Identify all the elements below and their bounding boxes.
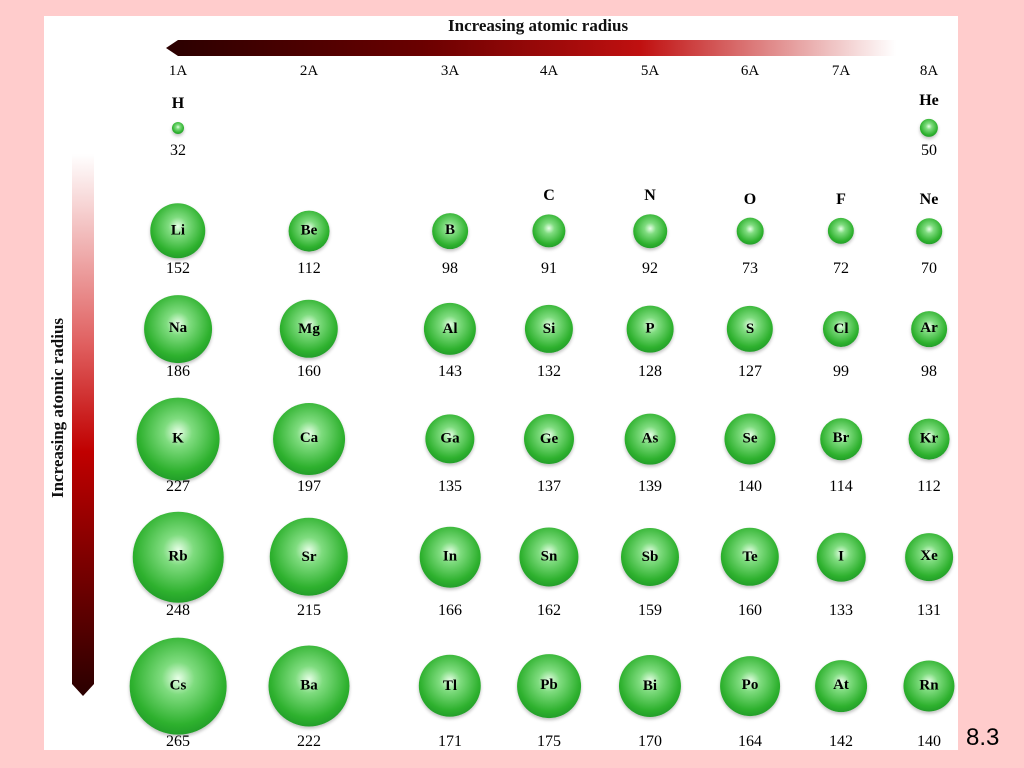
atom-sphere-rn: [903, 660, 954, 711]
atomic-radius-al: 143: [438, 363, 462, 380]
element-symbol-ga: Ga: [440, 430, 460, 447]
atomic-radius-li: 152: [166, 260, 190, 277]
group-label-8a: 8A: [919, 63, 939, 79]
atom-sphere-ba: [268, 645, 349, 726]
atomic-radius-mg: 160: [297, 363, 321, 380]
element-symbol-ge: Ge: [539, 430, 559, 447]
element-symbol-in: In: [442, 548, 458, 565]
atomic-radius-b: 98: [442, 260, 458, 277]
element-symbol-ne: Ne: [919, 191, 939, 209]
atomic-radius-si: 132: [537, 363, 561, 380]
group-label-1a: 1A: [168, 63, 188, 79]
atom-sphere-cs: [130, 638, 227, 735]
atom-sphere-sb: [621, 528, 679, 586]
element-symbol-ar: Ar: [920, 320, 938, 337]
atom-sphere-bi: [619, 655, 681, 717]
atomic-radius-sn: 162: [537, 602, 561, 619]
element-symbol-p: P: [645, 320, 655, 337]
atomic-radius-rb: 248: [166, 602, 190, 619]
atom-sphere-o: [737, 218, 764, 245]
element-symbol-i: I: [838, 548, 844, 565]
atomic-radius-h: 32: [170, 142, 186, 159]
element-symbol-si: Si: [542, 320, 556, 337]
group-label-7a: 7A: [831, 63, 851, 79]
element-symbol-mg: Mg: [298, 320, 320, 337]
element-symbol-b: B: [444, 222, 456, 239]
element-symbol-sr: Sr: [301, 548, 317, 565]
element-symbol-sn: Sn: [540, 548, 558, 565]
atomic-radius-ba: 222: [297, 733, 321, 750]
element-symbol-f: F: [836, 190, 846, 208]
atomic-radius-tl: 171: [438, 733, 462, 750]
atom-sphere-i: [817, 533, 866, 582]
atom-sphere-na: [144, 295, 212, 363]
element-symbol-bi: Bi: [642, 677, 658, 694]
atomic-radius-po: 164: [738, 733, 762, 750]
atom-sphere-po: [720, 656, 780, 716]
atom-sphere-sn: [519, 527, 578, 586]
vertical-trend-label: Increasing atomic radius: [48, 317, 67, 499]
atomic-radius-o: 73: [742, 260, 758, 277]
atomic-radius-sr: 215: [297, 602, 321, 619]
atomic-radius-k: 227: [166, 478, 190, 495]
atom-sphere-cl: [823, 311, 859, 347]
atomic-radius-at: 142: [829, 733, 853, 750]
element-symbol-li: Li: [170, 222, 186, 239]
horizontal-trend-label: Increasing atomic radius: [448, 16, 629, 35]
element-symbol-sb: Sb: [641, 548, 659, 565]
atom-sphere-as: [625, 414, 676, 465]
group-label-3a: 3A: [440, 63, 460, 79]
atomic-radius-he: 50: [921, 142, 937, 159]
atomic-radius-br: 114: [829, 478, 853, 495]
element-symbol-c: C: [543, 187, 555, 205]
atomic-radius-cs: 265: [166, 733, 190, 750]
element-symbol-be: Be: [300, 222, 318, 239]
element-symbol-cl: Cl: [833, 320, 849, 337]
atomic-radius-be: 112: [297, 260, 321, 277]
atomic-radius-in: 166: [438, 602, 462, 619]
atomic-radius-bi: 170: [638, 733, 662, 750]
element-symbol-o: O: [743, 190, 757, 208]
element-symbol-te: Te: [742, 548, 758, 565]
element-symbol-xe: Xe: [920, 548, 938, 565]
atomic-radius-ca: 197: [297, 478, 321, 495]
group-label-4a: 4A: [539, 63, 559, 79]
element-symbol-cs: Cs: [169, 677, 187, 694]
atom-sphere-h: [172, 122, 184, 134]
element-symbol-rn: Rn: [919, 677, 939, 694]
atomic-radius-as: 139: [638, 478, 662, 495]
atom-sphere-ne: [916, 218, 942, 244]
atom-sphere-n: [633, 214, 667, 248]
atomic-radius-i: 133: [829, 602, 853, 619]
atomic-radius-na: 186: [166, 363, 190, 380]
atom-sphere-br: [820, 418, 862, 460]
atom-sphere-k: [137, 398, 220, 481]
atomic-radius-te: 160: [738, 602, 762, 619]
element-symbol-na: Na: [168, 320, 188, 337]
atom-sphere-xe: [905, 533, 953, 581]
atomic-radius-sb: 159: [638, 602, 662, 619]
element-symbol-h: H: [171, 95, 185, 112]
atomic-radius-cl: 99: [833, 363, 849, 380]
atomic-radius-s: 127: [738, 363, 762, 380]
element-symbol-as: As: [641, 430, 659, 447]
atomic-radius-kr: 112: [917, 478, 941, 495]
element-symbol-ba: Ba: [300, 677, 318, 694]
atomic-radius-rn: 140: [917, 733, 941, 750]
atomic-radius-ga: 135: [438, 478, 462, 495]
element-symbol-k: K: [172, 430, 184, 447]
element-symbol-at: At: [833, 677, 849, 694]
atomic-radius-se: 140: [738, 478, 762, 495]
element-symbol-he: He: [919, 91, 939, 109]
atomic-radius-xe: 131: [917, 602, 941, 619]
atom-sphere-al: [424, 303, 476, 355]
atom-sphere-pb: [517, 654, 581, 718]
atomic-radius-ne: 70: [921, 260, 937, 277]
element-symbol-al: Al: [442, 320, 458, 337]
atomic-radius-ar: 98: [921, 363, 937, 380]
element-symbol-kr: Kr: [919, 430, 939, 447]
horizontal-trend-arrow: [166, 40, 896, 56]
atomic-radius-p: 128: [638, 363, 662, 380]
group-label-6a: 6A: [740, 63, 760, 79]
group-label-2a: 2A: [299, 63, 319, 79]
atomic-radius-c: 91: [541, 260, 557, 277]
atom-sphere-ge: [524, 414, 574, 464]
atom-sphere-rb: [133, 512, 224, 603]
atom-sphere-b: [432, 213, 468, 249]
atom-sphere-ar: [911, 311, 947, 347]
atom-sphere-at: [815, 660, 867, 712]
element-symbol-tl: Tl: [442, 677, 458, 694]
atom-sphere-si: [525, 305, 573, 353]
atomic-radius-f: 72: [833, 260, 849, 277]
atomic-radius-pb: 175: [537, 733, 561, 750]
element-symbol-ca: Ca: [299, 430, 319, 447]
element-symbol-po: Po: [741, 677, 759, 694]
atom-sphere-kr: [909, 419, 950, 460]
atomic-radius-n: 92: [642, 260, 658, 277]
slide-number: 8.3: [966, 724, 1000, 751]
element-symbol-se: Se: [742, 430, 758, 447]
atom-sphere-in: [420, 527, 481, 588]
atomic-radius-ge: 137: [537, 478, 561, 495]
element-symbol-n: N: [644, 187, 656, 205]
atom-sphere-p: [627, 306, 674, 353]
atom-sphere-be: [289, 211, 330, 252]
atom-sphere-ca: [273, 403, 345, 475]
element-symbol-rb: Rb: [168, 548, 188, 565]
atom-sphere-se: [724, 413, 775, 464]
element-symbol-s: S: [745, 320, 755, 337]
element-symbol-br: Br: [832, 430, 850, 447]
element-symbol-pb: Pb: [540, 677, 558, 694]
group-label-5a: 5A: [640, 63, 660, 79]
vertical-trend-arrow: [72, 154, 98, 696]
